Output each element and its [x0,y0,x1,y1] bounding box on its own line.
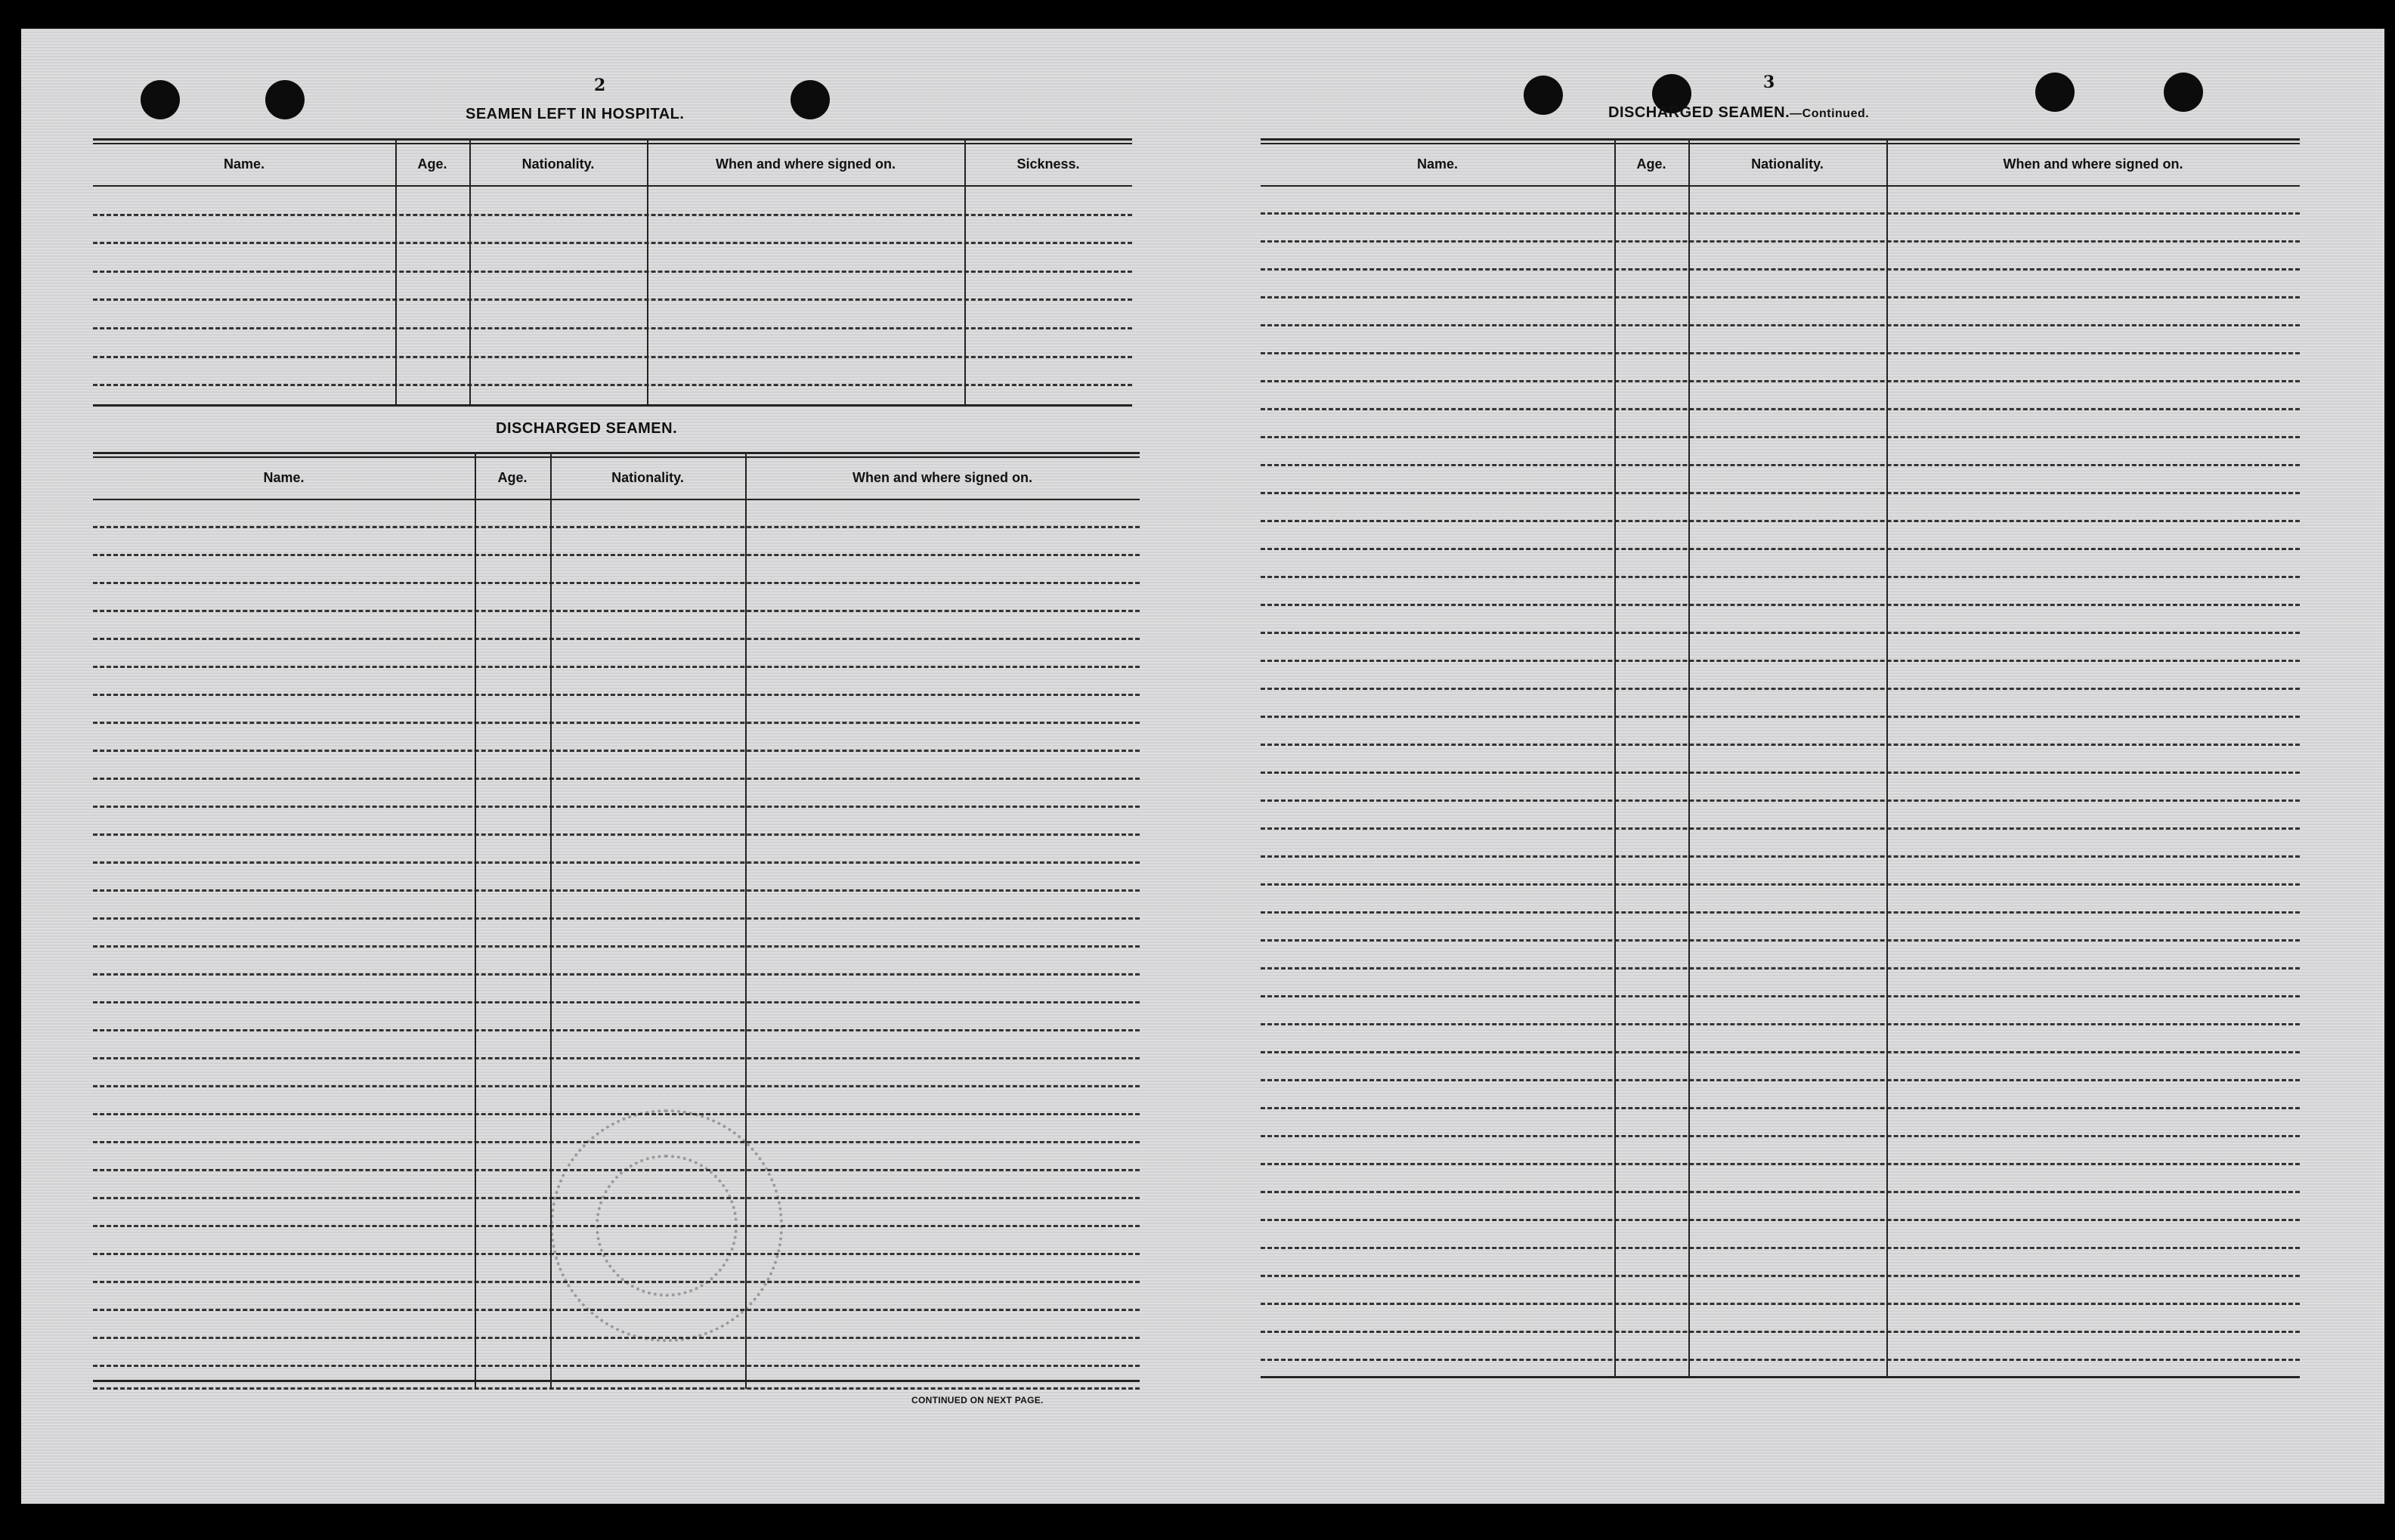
discharged-continued-title [1608,104,1869,122]
punch-hole [2164,73,2203,112]
col-header-name: Name. [223,156,265,172]
punch-hole [1524,76,1563,115]
discharged-table [93,452,1140,1405]
col-header-signed-on: When and where signed on. [715,156,896,172]
title-main: DISCHARGED SEAMEN. [1608,104,1790,121]
col-header-name: Name. [1416,156,1459,172]
discharged-section-title: DISCHARGED SEAMEN. [496,420,678,437]
punch-hole [265,80,305,119]
col-header-sickness: Sickness. [1016,156,1080,172]
col-header-age: Age. [497,470,528,485]
punch-hole [2035,73,2075,112]
continued-note: CONTINUED ON NEXT PAGE. [911,1395,1044,1405]
title-suffix: —Continued. [1790,107,1870,120]
discharged-continued-table [1261,138,2300,1393]
hospital-table [93,138,1132,433]
document-sheet [21,29,2384,1504]
page-number: 3 [1763,73,1775,92]
col-header-nationality: Nationality. [521,156,595,172]
col-header-age: Age. [1636,156,1666,172]
col-header-age: Age. [417,156,447,172]
punch-hole [791,80,830,119]
col-header-signed-on: When and where signed on. [852,470,1033,485]
col-header-name: Name. [263,470,305,485]
col-header-nationality: Nationality. [611,470,684,485]
col-header-signed-on: When and where signed on. [2003,156,2183,172]
punch-hole [141,80,180,119]
col-header-nationality: Nationality. [1751,156,1824,172]
hospital-section-title: SEAMEN LEFT IN HOSPITAL. [466,106,685,122]
page-number: 2 [594,76,606,95]
